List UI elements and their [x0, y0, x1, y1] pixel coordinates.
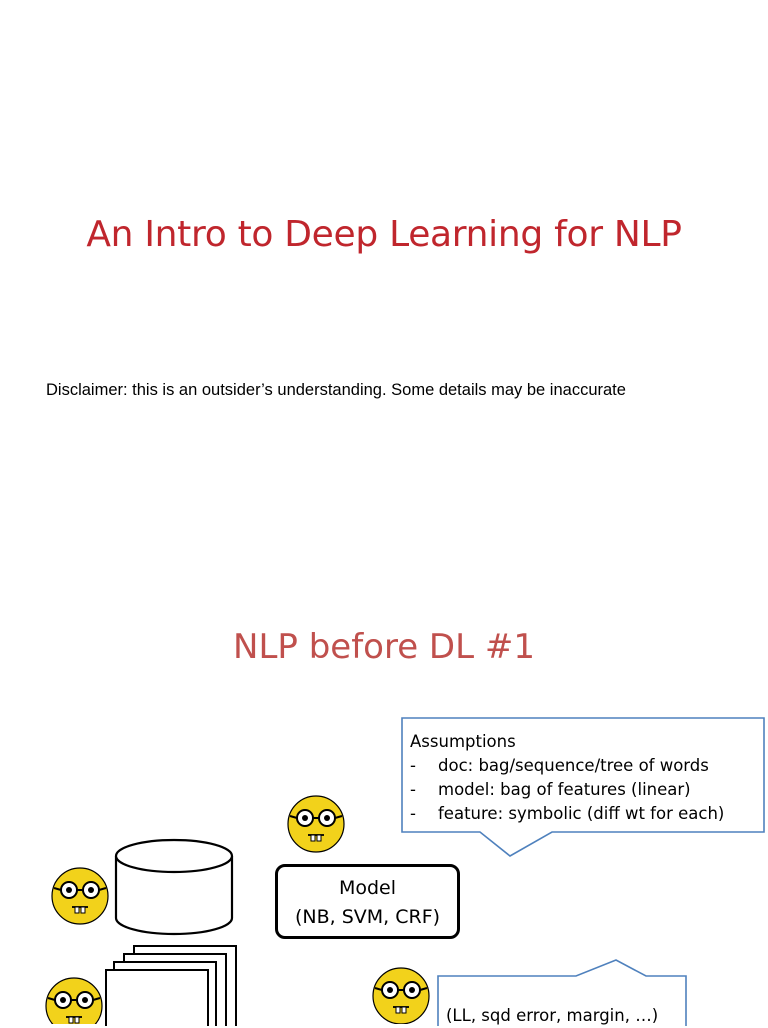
nerd-face-icon	[286, 794, 346, 854]
assumption-item: - doc: bag/sequence/tree of words	[410, 756, 709, 775]
documents-stack-icon	[104, 944, 244, 1026]
database-icon	[114, 838, 236, 936]
assumption-item: - feature: symbolic (diff wt for each)	[410, 804, 725, 823]
assumptions-heading: Assumptions	[410, 732, 516, 751]
nerd-face-icon	[371, 966, 431, 1024]
slide-title: An Intro to Deep Learning for NLP	[86, 214, 682, 255]
slide-title: NLP before DL #1	[233, 627, 535, 667]
assumptions-list	[410, 730, 724, 826]
model-types: (NB, SVM, CRF)	[294, 906, 441, 928]
nerd-face-icon	[50, 866, 110, 926]
model-box	[275, 864, 460, 939]
objective-text: (LL, sqd error, margin, …)	[446, 1006, 659, 1025]
disclaimer-text: Disclaimer: this is an outsider’s understanding. Some details may be inaccurate	[46, 381, 626, 399]
assumption-item: - model: bag of features (linear)	[410, 780, 691, 799]
nerd-face-icon	[44, 976, 104, 1024]
model-label: Model	[338, 877, 397, 899]
assumptions-callout	[400, 716, 766, 834]
